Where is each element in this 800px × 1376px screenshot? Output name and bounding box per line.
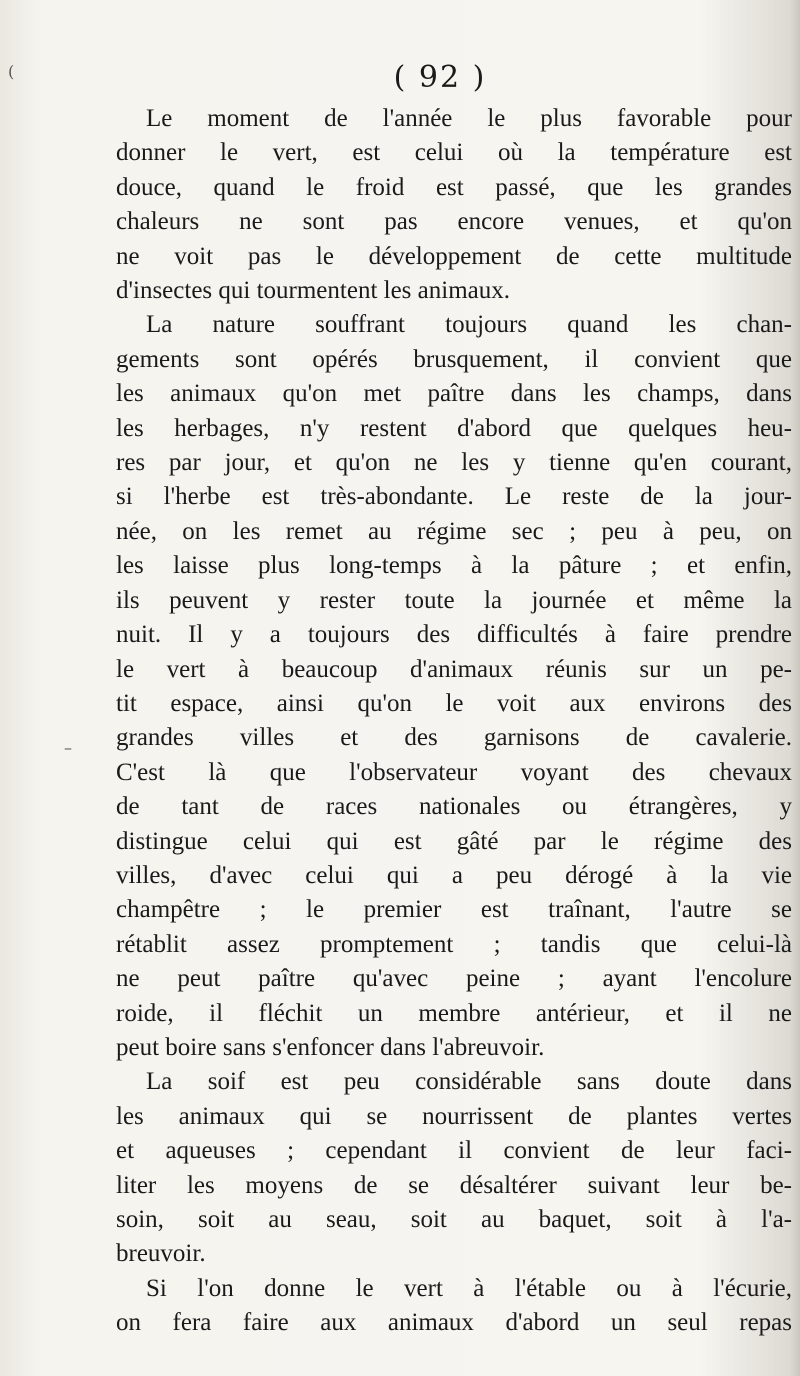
- text-line: liter les moyens de se désaltérer suivant leur be-: [116, 1171, 792, 1199]
- text-line: La soif est peu considérable sans doute dans: [146, 1068, 792, 1096]
- text-line: donner le vert, est celui où la température est: [116, 139, 792, 167]
- text-line: de tant de races nationales ou étrangères, y: [116, 793, 792, 821]
- text-line: villes, d'avec celui qui a peu dérogé à la vie: [116, 861, 792, 889]
- text-line: ne peut paître qu'avec peine ; ayant l'encolure: [116, 965, 792, 993]
- text-line: on fera faire aux animaux d'abord un seul repas: [116, 1309, 792, 1337]
- text-line: champêtre ; le premier est traînant, l'autre se: [116, 896, 792, 924]
- text-line: les laisse plus long-temps à la pâture ; et enfin,: [116, 552, 792, 580]
- text-line: Le moment de l'année le plus favorable pour: [146, 105, 792, 132]
- margin-mark: (: [8, 62, 15, 81]
- margin-mark: –: [64, 738, 72, 757]
- text-line: nuit. Il y a toujours des difficultés à faire prendre: [116, 621, 792, 649]
- text-line: soin, soit au seau, soit au baquet, soit à l'a-: [116, 1206, 792, 1233]
- text-line: C'est là que l'observateur voyant des chevaux: [116, 758, 792, 786]
- text-line: d'insectes qui tourmentent les animaux.: [116, 277, 510, 305]
- text-line: le vert à beaucoup d'animaux réunis sur un pe-: [116, 655, 792, 683]
- text-line: si l'herbe est très-abondante. Le reste de la jour-: [116, 483, 792, 511]
- text-line: chaleurs ne sont pas encore venues, et qu'on: [116, 208, 792, 236]
- text-line: et aqueuses ; cependant il convient de leur faci-: [116, 1137, 792, 1165]
- text-line: gements sont opérés brusquement, il convient que: [116, 345, 792, 373]
- text-line: roide, il fléchit un membre antérieur, et il ne: [116, 999, 792, 1027]
- text-line: Si l'on donne le vert à l'étable ou à l'écurie,: [146, 1274, 792, 1302]
- text-line: les animaux qu'on met paître dans les champs, dans: [116, 380, 792, 408]
- text-line: les animaux qui se nourrissent de plantes vertes: [116, 1102, 792, 1130]
- text-line: ne voit pas le développement de cette multitude: [116, 242, 792, 270]
- text-line: breuvoir.: [116, 1240, 206, 1268]
- text-line: tit espace, ainsi qu'on le voit aux environs des: [116, 689, 792, 717]
- text-line: distingue celui qui est gâté par le régime des: [116, 827, 792, 855]
- text-line: ils peuvent y rester toute la journée et même la: [116, 586, 792, 614]
- text-line: res par jour, et qu'on ne les y tienne qu'en courant,: [116, 449, 792, 477]
- page-number: ( 92 ): [393, 60, 487, 95]
- text-line: La nature souffrant toujours quand les chan-: [146, 311, 792, 339]
- body-text: [116, 102, 792, 1341]
- text-line: née, on les remet au régime sec ; peu à peu, on: [116, 517, 792, 545]
- text-line: les herbages, n'y restent d'abord que quelques heu-: [116, 414, 792, 442]
- text-line: peut boire sans s'enfoncer dans l'abreuvoir.: [116, 1033, 545, 1061]
- text-line: douce, quand le froid est passé, que les grandes: [116, 173, 792, 201]
- text-line: grandes villes et des garnisons de cavalerie.: [116, 724, 792, 752]
- text-line: rétablit assez promptement ; tandis que celui-là: [116, 930, 792, 958]
